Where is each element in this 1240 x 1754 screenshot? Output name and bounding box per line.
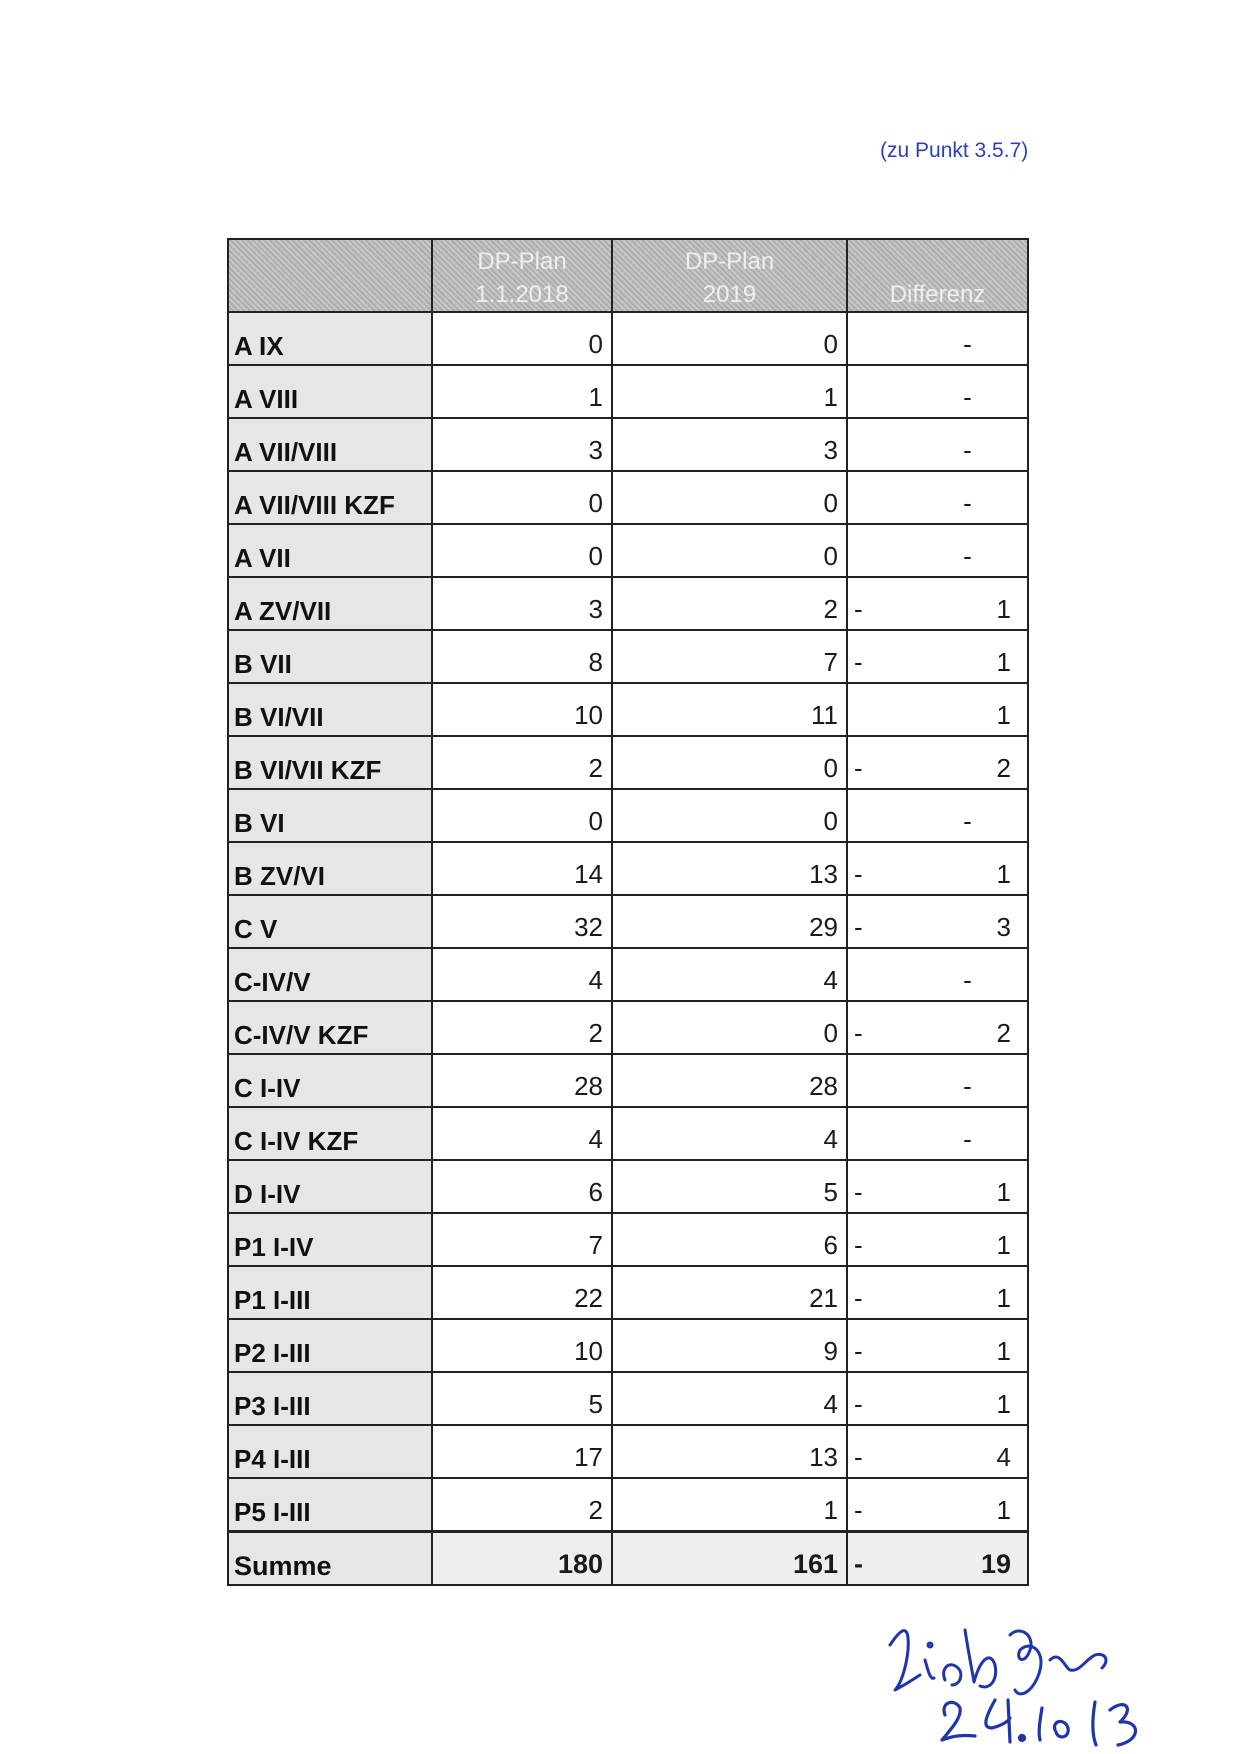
value-plan-2018: 32 — [432, 895, 612, 948]
value-plan-2018: 180 — [432, 1532, 612, 1586]
row-label: C I-IV — [228, 1054, 432, 1107]
difference-sign: - — [854, 1442, 863, 1472]
value-plan-2019: 4 — [612, 1372, 847, 1425]
difference-value: 2 — [996, 753, 1011, 783]
difference-none: - — [963, 329, 972, 359]
table-row — [228, 1372, 1028, 1425]
difference-value: 1 — [996, 1336, 1011, 1366]
header-empty — [228, 239, 432, 312]
row-label: A VII/VIII KZF — [228, 471, 432, 524]
difference-value: 1 — [996, 1177, 1011, 1207]
value-difference — [847, 1372, 1028, 1425]
value-plan-2018: 6 — [432, 1160, 612, 1213]
value-plan-2019: 0 — [612, 312, 847, 365]
row-label: B ZV/VI — [228, 842, 432, 895]
value-plan-2018: 17 — [432, 1425, 612, 1478]
value-plan-2019: 29 — [612, 895, 847, 948]
value-plan-2019: 0 — [612, 471, 847, 524]
value-difference — [847, 524, 1028, 577]
value-plan-2018: 1 — [432, 365, 612, 418]
difference-sign: - — [854, 1177, 863, 1207]
value-difference — [847, 895, 1028, 948]
row-label: P5 I-III — [228, 1478, 432, 1532]
value-difference — [847, 1532, 1028, 1586]
value-difference — [847, 1001, 1028, 1054]
value-difference — [847, 312, 1028, 365]
value-difference — [847, 683, 1028, 736]
difference-none: - — [963, 965, 972, 995]
table-row — [228, 1319, 1028, 1372]
table-row — [228, 1001, 1028, 1054]
value-plan-2018: 5 — [432, 1372, 612, 1425]
difference-none: - — [963, 806, 972, 836]
row-label: Summe — [228, 1532, 432, 1586]
header-difference-line2: Differenz — [889, 281, 986, 308]
row-label: A VIII — [228, 365, 432, 418]
row-label: B VI — [228, 789, 432, 842]
difference-value: 1 — [996, 1283, 1011, 1313]
row-label: C I-IV KZF — [228, 1107, 432, 1160]
difference-sign: - — [854, 1230, 863, 1260]
row-label: A VII — [228, 524, 432, 577]
row-label: B VI/VII — [228, 683, 432, 736]
table-row — [228, 683, 1028, 736]
row-label: P4 I-III — [228, 1425, 432, 1478]
row-label: C-IV/V KZF — [228, 1001, 432, 1054]
difference-none: - — [963, 488, 972, 518]
value-plan-2018: 28 — [432, 1054, 612, 1107]
table-row — [228, 736, 1028, 789]
value-plan-2019: 13 — [612, 1425, 847, 1478]
table-row — [228, 1054, 1028, 1107]
value-plan-2018: 2 — [432, 1001, 612, 1054]
value-plan-2018: 0 — [432, 789, 612, 842]
difference-value: 1 — [996, 647, 1011, 677]
header-plan-2018-line2: 1.1.2018 — [475, 281, 569, 308]
row-label: B VI/VII KZF — [228, 736, 432, 789]
table-row — [228, 365, 1028, 418]
total-row — [228, 1532, 1028, 1586]
table-header-row — [228, 239, 1028, 312]
table-row — [228, 1160, 1028, 1213]
value-plan-2019: 1 — [612, 1478, 847, 1532]
row-label: P1 I-IV — [228, 1213, 432, 1266]
row-label: A VII/VIII — [228, 418, 432, 471]
value-difference — [847, 1160, 1028, 1213]
row-label: B VII — [228, 630, 432, 683]
difference-sign: - — [854, 647, 863, 677]
value-difference — [847, 1054, 1028, 1107]
value-plan-2018: 3 — [432, 577, 612, 630]
value-difference — [847, 1425, 1028, 1478]
value-plan-2018: 14 — [432, 842, 612, 895]
value-difference — [847, 789, 1028, 842]
value-plan-2018: 0 — [432, 471, 612, 524]
difference-none: - — [963, 435, 972, 465]
table-row — [228, 418, 1028, 471]
value-plan-2019: 2 — [612, 577, 847, 630]
header-plan-2019-line2: 2019 — [702, 281, 757, 308]
value-difference — [847, 630, 1028, 683]
value-plan-2019: 3 — [612, 418, 847, 471]
table-row — [228, 789, 1028, 842]
value-plan-2018: 2 — [432, 736, 612, 789]
value-difference — [847, 1266, 1028, 1319]
value-plan-2019: 0 — [612, 524, 847, 577]
difference-none: - — [963, 541, 972, 571]
value-plan-2018: 4 — [432, 1107, 612, 1160]
table-row — [228, 1478, 1028, 1532]
table-row — [228, 471, 1028, 524]
difference-value: 1 — [996, 1389, 1011, 1419]
value-plan-2019: 13 — [612, 842, 847, 895]
value-difference — [847, 1319, 1028, 1372]
value-difference — [847, 842, 1028, 895]
table-row — [228, 630, 1028, 683]
staff-plan-table — [227, 238, 1029, 1586]
difference-value: 1 — [996, 594, 1011, 624]
value-difference — [847, 1213, 1028, 1266]
value-plan-2018: 10 — [432, 683, 612, 736]
table-row — [228, 1107, 1028, 1160]
difference-sign: - — [854, 753, 863, 783]
table-row — [228, 577, 1028, 630]
difference-sign: - — [854, 1336, 863, 1366]
row-label: P1 I-III — [228, 1266, 432, 1319]
header-plan-2018 — [432, 239, 612, 312]
difference-value: 1 — [996, 700, 1011, 730]
difference-sign: - — [854, 1549, 863, 1579]
value-plan-2019: 4 — [612, 948, 847, 1001]
difference-sign: - — [854, 1495, 863, 1525]
table-row — [228, 842, 1028, 895]
handwritten-signature — [870, 1590, 1180, 1750]
difference-sign: - — [854, 1389, 863, 1419]
value-plan-2019: 0 — [612, 789, 847, 842]
value-difference — [847, 736, 1028, 789]
difference-sign: - — [854, 594, 863, 624]
difference-value: 3 — [996, 912, 1011, 942]
table-body — [228, 312, 1028, 1585]
difference-none: - — [963, 1071, 972, 1101]
difference-none: - — [963, 382, 972, 412]
difference-sign: - — [854, 912, 863, 942]
value-difference — [847, 577, 1028, 630]
value-plan-2019: 0 — [612, 1001, 847, 1054]
difference-sign: - — [854, 1283, 863, 1313]
header-difference — [847, 239, 1028, 312]
value-plan-2019: 6 — [612, 1213, 847, 1266]
row-label: P3 I-III — [228, 1372, 432, 1425]
page-reference: (zu Punkt 3.5.7) — [880, 139, 1029, 162]
table-row — [228, 1213, 1028, 1266]
value-plan-2019: 161 — [612, 1532, 847, 1586]
value-plan-2018: 10 — [432, 1319, 612, 1372]
value-plan-2019: 28 — [612, 1054, 847, 1107]
value-plan-2019: 9 — [612, 1319, 847, 1372]
value-plan-2018: 0 — [432, 312, 612, 365]
value-plan-2019: 0 — [612, 736, 847, 789]
value-difference — [847, 948, 1028, 1001]
value-plan-2018: 8 — [432, 630, 612, 683]
value-difference — [847, 1107, 1028, 1160]
row-label: D I-IV — [228, 1160, 432, 1213]
value-difference — [847, 1478, 1028, 1532]
header-plan-2018-line1: DP-Plan — [477, 248, 567, 275]
value-difference — [847, 418, 1028, 471]
difference-sign: - — [854, 1018, 863, 1048]
table-row — [228, 1266, 1028, 1319]
value-plan-2019: 21 — [612, 1266, 847, 1319]
value-plan-2019: 4 — [612, 1107, 847, 1160]
value-difference — [847, 471, 1028, 524]
value-plan-2019: 1 — [612, 365, 847, 418]
value-plan-2018: 0 — [432, 524, 612, 577]
difference-none: - — [963, 1124, 972, 1154]
header-plan-2019-line1: DP-Plan — [684, 248, 775, 275]
value-plan-2018: 4 — [432, 948, 612, 1001]
value-difference — [847, 365, 1028, 418]
row-label: P2 I-III — [228, 1319, 432, 1372]
row-label: C-IV/V — [228, 948, 432, 1001]
difference-value: 1 — [996, 1230, 1011, 1260]
row-label: A IX — [228, 312, 432, 365]
difference-value: 1 — [996, 1495, 1011, 1525]
value-plan-2019: 11 — [612, 683, 847, 736]
table-row — [228, 895, 1028, 948]
table-row — [228, 524, 1028, 577]
table-row — [228, 312, 1028, 365]
difference-sign: - — [854, 859, 863, 889]
header-plan-2019 — [612, 239, 847, 312]
row-label: A ZV/VII — [228, 577, 432, 630]
table-row — [228, 1425, 1028, 1478]
row-label: C V — [228, 895, 432, 948]
value-plan-2018: 22 — [432, 1266, 612, 1319]
value-plan-2018: 3 — [432, 418, 612, 471]
difference-value: 1 — [996, 859, 1011, 889]
table-row — [228, 948, 1028, 1001]
difference-value: 4 — [996, 1442, 1011, 1472]
value-plan-2019: 5 — [612, 1160, 847, 1213]
difference-value: 2 — [996, 1018, 1011, 1048]
value-plan-2018: 2 — [432, 1478, 612, 1532]
value-plan-2019: 7 — [612, 630, 847, 683]
difference-value: 19 — [980, 1549, 1011, 1579]
value-plan-2018: 7 — [432, 1213, 612, 1266]
